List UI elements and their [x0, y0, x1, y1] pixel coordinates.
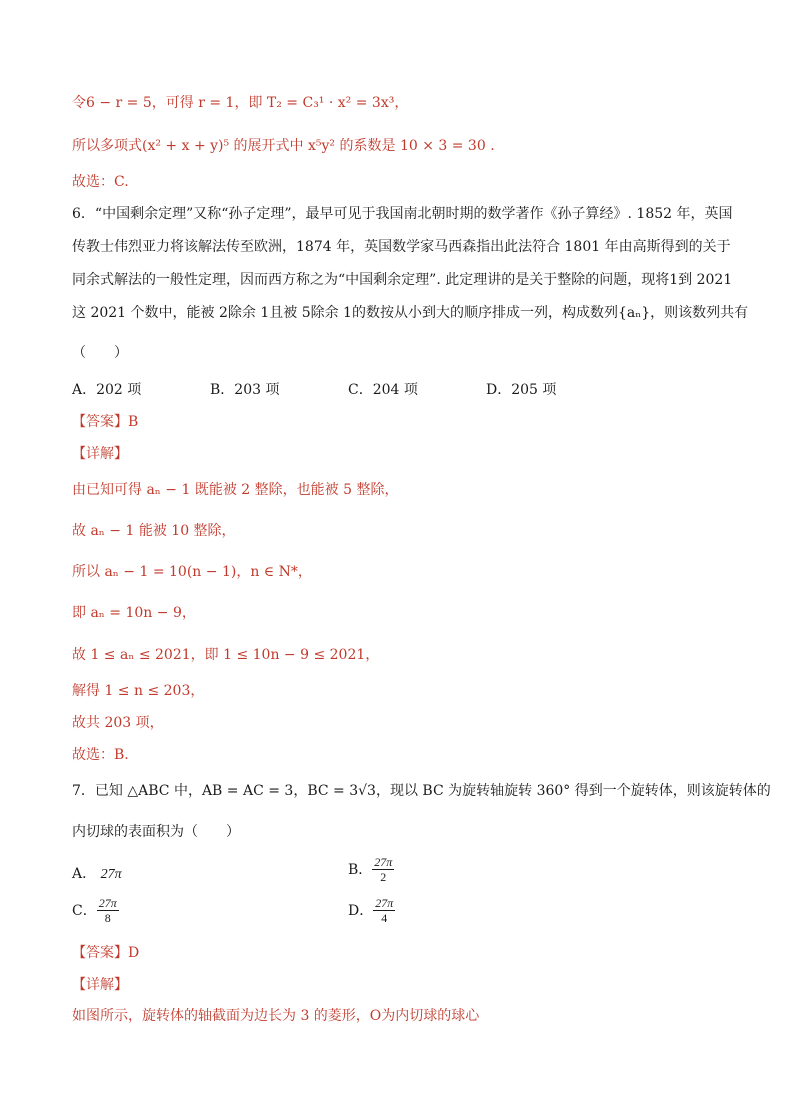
- q7-option-c-fraction: [97, 896, 119, 925]
- prev-solution-line-1: 令6 − r = 5，可得 r = 1，即 T₂ = C₃¹ · x² = 3x³，: [72, 95, 409, 111]
- question-7-line-1: 7．已知 △ABC 中，AB = AC = 3，BC = 3√3，现以 BC 为旋转轴旋转 360° 得到一个旋转体，则该旋转体的: [72, 783, 771, 799]
- q7-option-a: [72, 864, 122, 885]
- solution-6-step-6: 解得 1 ≤ n ≤ 203，: [72, 683, 205, 699]
- detail-7-heading: 【详解】: [72, 977, 128, 993]
- q7-option-a-value: 27π: [100, 867, 122, 882]
- solution-6-step-4: 即 aₙ = 10n − 9，: [72, 605, 196, 621]
- q7-option-d-fraction: [373, 896, 395, 925]
- q7-option-d-label: D．: [348, 902, 374, 919]
- q7-option-c-denominator: 8: [104, 911, 111, 925]
- q7-option-c-label: C．: [72, 902, 97, 919]
- solution-6-choice: 故选：B.: [72, 747, 129, 763]
- prev-solution-line-2: 所以多项式(x² + x + y)⁵ 的展开式中 x⁵y² 的系数是 10 × 3 = 30 .: [72, 138, 495, 154]
- q6-option-a: A．202 项: [72, 382, 142, 398]
- question-6-line-5: （ ）: [72, 345, 128, 361]
- solution-6-step-3: 所以 aₙ − 1 = 10(n − 1)，n ∈ N*，: [72, 564, 312, 580]
- q7-option-d-numerator: 27π: [375, 896, 394, 910]
- solution-6-step-5: 故 1 ≤ aₙ ≤ 2021，即 1 ≤ 10n − 9 ≤ 2021，: [72, 647, 380, 663]
- q7-option-d: [348, 896, 395, 925]
- answer-6: 【答案】B: [72, 414, 139, 430]
- q7-option-b-fraction: [372, 855, 394, 884]
- solution-6-step-1: 由已知可得 aₙ − 1 既能被 2 整除，也能被 5 整除，: [72, 482, 399, 498]
- detail-6-heading: 【详解】: [72, 446, 128, 462]
- q7-option-b-label: B．: [348, 861, 373, 878]
- q7-option-c-numerator: 27π: [98, 896, 117, 910]
- q6-option-b: B．203 项: [210, 382, 280, 398]
- q6-option-c: C．204 项: [348, 382, 418, 398]
- prev-solution-choice: 故选：C.: [72, 174, 129, 190]
- question-6-line-1: 6．“中国剩余定理”又称“孙子定理”，最早可见于我国南北朝时期的数学著作《孙子算经》. 1852 年，英国: [72, 206, 733, 222]
- question-6-line-2: 传教士伟烈亚力将该解法传至欧洲，1874 年，英国数学家马西森指出此法符合 1801 年由高斯得到的关于: [72, 239, 731, 255]
- q6-option-d: D．205 项: [486, 382, 557, 398]
- question-6-line-4: 这 2021 个数中，能被 2除余 1且被 5除余 1的数按从小到大的顺序排成一列，构成数列{aₙ}，则该数列共有: [72, 305, 749, 321]
- answer-7: 【答案】D: [72, 945, 140, 961]
- solution-6-step-7: 故共 203 项，: [72, 715, 164, 731]
- solution-6-step-2: 故 aₙ − 1 能被 10 整除，: [72, 523, 236, 539]
- q7-option-c: [72, 896, 119, 925]
- question-6-line-3: 同余式解法的一般性定理，因而西方称之为“中国剩余定理”. 此定理讲的是关于整除的问题，现将1到 2021: [72, 272, 733, 288]
- q7-option-b-denominator: 2: [380, 870, 387, 884]
- q7-option-b: [348, 855, 394, 884]
- q7-option-b-numerator: 27π: [374, 855, 393, 869]
- solution-7-step-1: 如图所示，旋转体的轴截面为边长为 3 的菱形，O为内切球的球心: [72, 1008, 480, 1024]
- q7-option-a-label: A．: [72, 866, 97, 882]
- question-7-line-2: 内切球的表面积为（ ）: [72, 824, 240, 840]
- q7-option-d-denominator: 4: [381, 911, 388, 925]
